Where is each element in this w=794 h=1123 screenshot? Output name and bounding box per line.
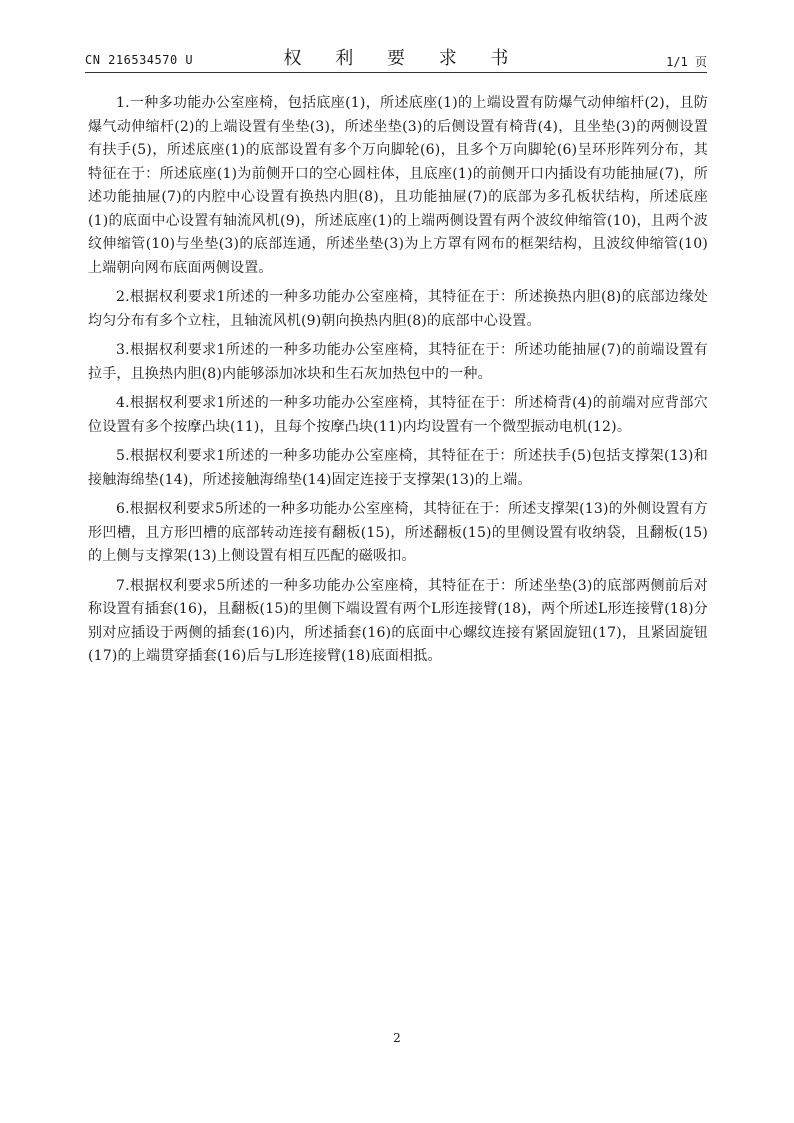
claim-2: 2.根据权利要求1所述的一种多功能办公室座椅，其特征在于：所述换热内胆(8)的底部边缘处均匀分布有多个立柱，且轴流风机(9)朝向换热内胆(8)的底部中心设置。 xyxy=(88,289,708,329)
claim-5: 5.根据权利要求1所述的一种多功能办公室座椅，其特征在于：所述扶手(5)包括支撑架(13)和接触海绵垫(14)，所述接触海绵垫(14)固定连接于支撑架(13)的上端。 xyxy=(88,448,708,488)
document-title: 权 利 要 求 书 xyxy=(283,48,523,69)
claim-3: 3.根据权利要求1所述的一种多功能办公室座椅，其特征在于：所述功能抽屉(7)的前端设置有拉手，且换热内胆(8)内能够添加冰块和生石灰加热包中的一种。 xyxy=(88,342,708,382)
publication-number: CN 216534570 U xyxy=(85,53,194,67)
claim-1: 1.一种多功能办公室座椅，包括底座(1)，所述底座(1)的上端设置有防爆气动伸缩杆(2)，且防爆气动伸缩杆(2)的上端设置有坐垫(3)，所述坐垫(3)的后侧设置有椅背(4)，且坐垫(3)的两侧设置有扶手(5)，所述底座(1)的底部设置有多个万向脚轮(6)，且多个万向脚轮(6)呈环形阵列分布，其特征在于：所述底座(1)为前侧开口的空心圆柱体，且底座(1)的前侧开口内插设有功能抽屉(7)，所述功能抽屉(7)的内腔中心设置有换热内胆(8)，且功能抽屉(7)的底部为多孔板状结构，所述底座(1)的底面中心设置有轴流风机(9)，所述底座(1)的上端两侧设置有两个波纹伸缩管(10)，且两个波纹伸缩管(10)与坐垫(3)的底部连通，所述坐垫(3)为上方罩有网布的框架结构，且波纹伸缩管(10)上端朝向网布底面两侧设置。 xyxy=(88,95,708,276)
page-count: 1/1 页 xyxy=(666,55,707,69)
claim-6: 6.根据权利要求5所述的一种多功能办公室座椅，其特征在于：所述支撑架(13)的外侧设置有方形凹槽，且方形凹槽的底部转动连接有翻板(15)，所述翻板(15)的里侧设置有收纳袋，且翻板(15)的上侧与支撑架(13)上侧设置有相互匹配的磁吸扣。 xyxy=(88,501,709,564)
claim-4: 4.根据权利要求1所述的一种多功能办公室座椅，其特征在于：所述椅背(4)的前端对应背部穴位设置有多个按摩凸块(11)，且每个按摩凸块(11)内均设置有一个微型振动电机(12)。 xyxy=(88,395,708,435)
page-header xyxy=(85,44,707,72)
claims-section xyxy=(88,92,708,675)
page-number: 2 xyxy=(393,1031,401,1045)
header-divider xyxy=(85,72,707,73)
claim-7: 7.根据权利要求5所述的一种多功能办公室座椅，其特征在于：所述坐垫(3)的底部两侧前后对称设置有插套(16)，且翻板(15)的里侧下端设置有两个L形连接臂(18)，两个所述L形连接臂(18)分别对应插设于两侧的插套(16)内，所述插套(16)的底面中心螺纹连接有紧固旋钮(17)，且紧固旋钮(17)的上端贯穿插套(16)后与L形连接臂(18)底面相抵。 xyxy=(88,577,708,664)
